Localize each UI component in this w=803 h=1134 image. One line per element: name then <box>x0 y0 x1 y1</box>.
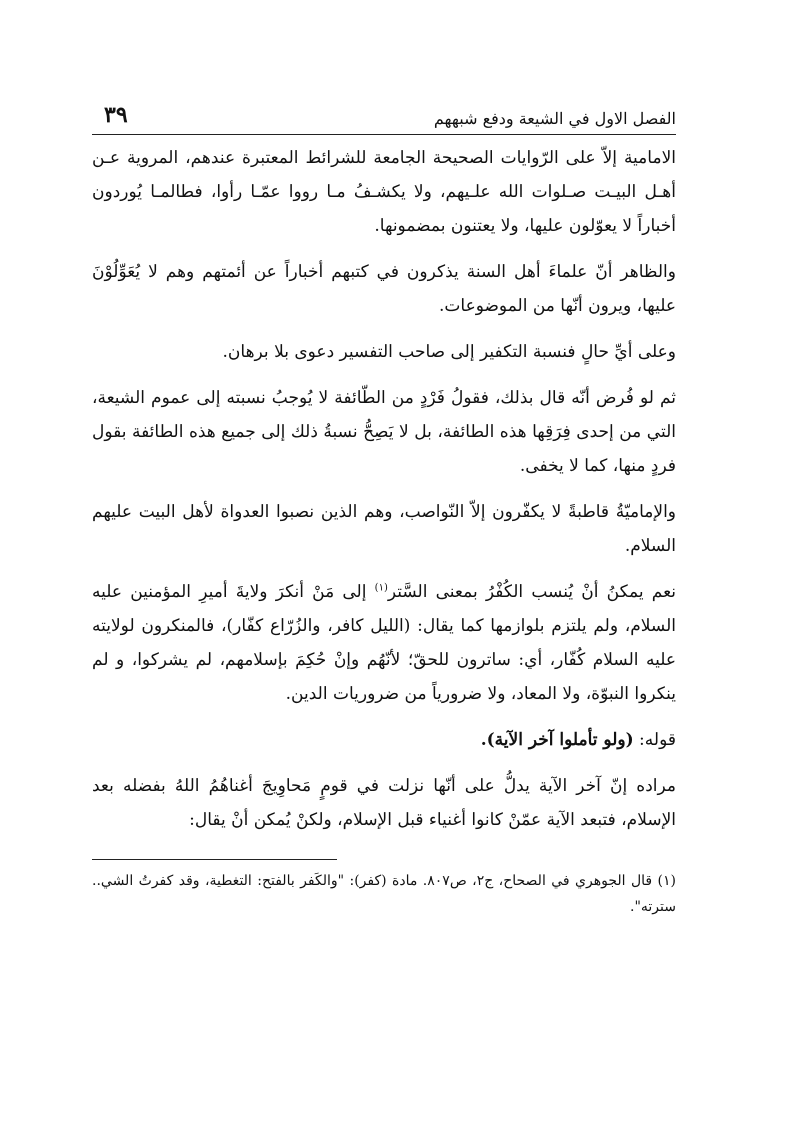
quote-prefix: قوله: <box>633 730 676 750</box>
paragraph: الامامية إلاّ على الرّوايات الصحيحة الجامعة للشرائط المعتبرة عندهم، المروية عـن أهـل البيـت صـلوات الله علـيهم، ولا يكشـفُ مـا رووا عمّـا رأوا، فطالمـا يُوردون أخباراً لا يعوّلون عليها، ولا يعتنون بمضمونها. <box>92 148 676 236</box>
paragraph-with-footnote <box>92 575 676 711</box>
quoted-phrase <box>92 723 676 757</box>
running-header <box>92 96 676 135</box>
paragraph: والظاهر أنّ علماءَ أهل السنة يذكرون في كتبهم أخباراً عن أئمتهم وهم لا يُعَوِّلُوْنَ عليها، ويرون أنّها من الموضوعات. <box>92 262 676 316</box>
footnote-marker: (١) <box>374 582 388 594</box>
book-page <box>92 96 676 920</box>
paragraph: وعلى أيِّ حالٍ فنسبة التكفير إلى صاحب التفسير دعوى بلا برهان. <box>222 342 676 362</box>
paragraph: والإماميّةُ قاطبةً لا يكفّرون إلاّ النّواصب، وهم الذين نصبوا العدواة لأهل البيت عليهم السلام. <box>92 502 676 556</box>
body-text <box>92 141 676 837</box>
paragraph-text: إلى مَنْ أنكرَ ولايةَ أميرِ المؤمنين عليه السلام، ولم يلتزم بلوازمها كما يقال: (الليل كافر، والزُرّاع كفّار)، <box>92 582 677 636</box>
footnote-divider <box>92 859 337 860</box>
paragraph-text: فالمنكرون لولايته عليه السلام كُفّار، أي: ساترون للحقّ؛ لأنّهُم وإنْ حُكِمَ بإسلامهم، لم يشركوا، و لم ينكروا النبوّة، ولا المعاد، ولا ضرورياً من ضروريات الدين. <box>92 616 676 704</box>
paragraph-text: نعم يمكنُ أنْ يُنسب الكُفْرُ بمعنى السَّتر <box>387 582 676 602</box>
paragraph: ثم لو فُرض أنّه قال بذلك، فقولُ فَرْدٍ من الطّائفة لا يُوجبُ نسبته إلى عموم الشيعة، التي من إحدى فِرَقِها هذه الطائفة، بل لا يَصِحُّ نسبةُ ذلك إلى جميع هذه الطائفة بقول فردٍ منها، كما لا يخفى. <box>92 388 676 476</box>
chapter-title: الفصل الاول في الشيعة ودفع شبههم <box>433 109 676 128</box>
footnote: (١) قال الجوهري في الصحاح، ج٢، ص٨٠٧. مادة (كفر): "والكَفر بالفتح: التغطية، وقد كفرتُ الشي.. سترته". <box>92 873 676 915</box>
quote-text: (ولو تأملوا آخر الآية). <box>480 730 634 750</box>
page-number: ٣٩ <box>104 102 128 128</box>
paragraph: مراده إنّ آخر الآية يدلُّ على أنّها نزلت في قومٍ مَحاوِيجَ أغناهُمُ اللهُ بفضله بعد الإسلام، فتبعد الآية عمّنْ كانوا أغنياء قبل الإسلام، ولكنْ يُمكن أنْ يقال: <box>92 776 676 830</box>
